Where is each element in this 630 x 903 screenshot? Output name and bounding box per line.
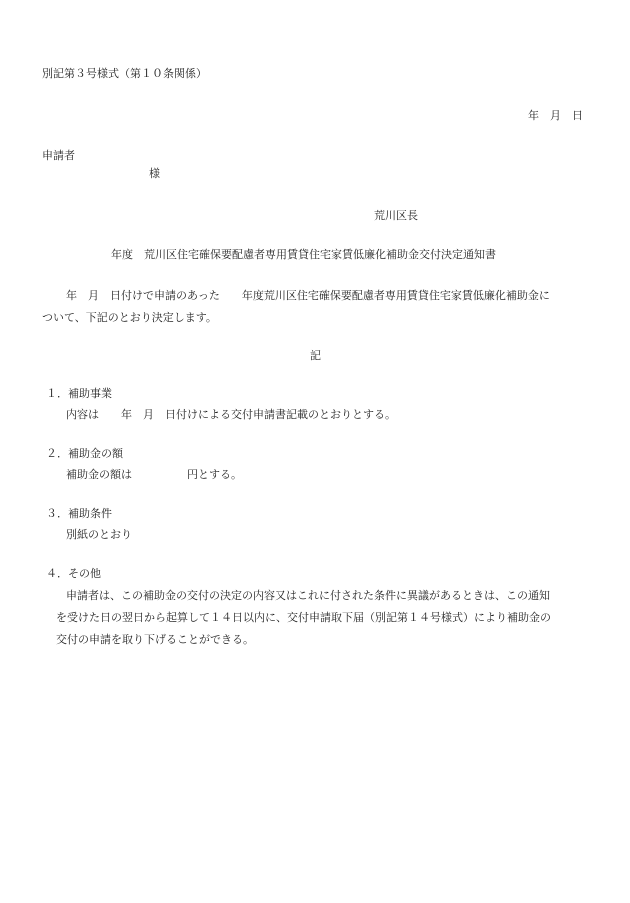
document-title: 年度 荒川区住宅確保要配慮者専用賃貸住宅家賃低廉化補助金交付決定通知書	[111, 248, 496, 261]
section-content-line: を受けた日の翌日から起算して１４日以内に、交付申請取下届（別記第１４号様式）により補助金の	[56, 611, 551, 624]
section-content: 内容は 年 月 日付けによる交付申請書記載のとおりとする。	[66, 408, 396, 421]
honorific-sama: 様	[149, 167, 160, 180]
ki-heading: 記	[310, 349, 321, 362]
body-line-2: ついて、下記のとおり決定します。	[42, 311, 217, 324]
issuer-name: 荒川区長	[374, 209, 418, 222]
section-heading: １．補助事業	[46, 387, 112, 400]
section-content: 別紙のとおり	[66, 528, 132, 541]
section-content: 補助金の額は 円とする。	[66, 468, 242, 481]
section-heading: ４．その他	[46, 567, 101, 580]
section-heading: ２．補助金の額	[46, 447, 123, 460]
section-content-line: 申請者は、この補助金の交付の決定の内容又はこれに付された条件に異議があるときは、この通知	[66, 589, 550, 602]
date-line: 年 月 日	[528, 109, 583, 122]
section-content-line: 交付の申請を取り下げることができる。	[56, 633, 254, 646]
applicant-label: 申請者	[42, 149, 75, 162]
section-heading: ３．補助条件	[46, 507, 112, 520]
form-number-label: 別記第３号様式（第１０条関係）	[42, 67, 207, 80]
body-line-1: 年 月 日付けで申請のあった 年度荒川区住宅確保要配慮者専用賃貸住宅家賃低廉化補助金に	[66, 289, 550, 302]
